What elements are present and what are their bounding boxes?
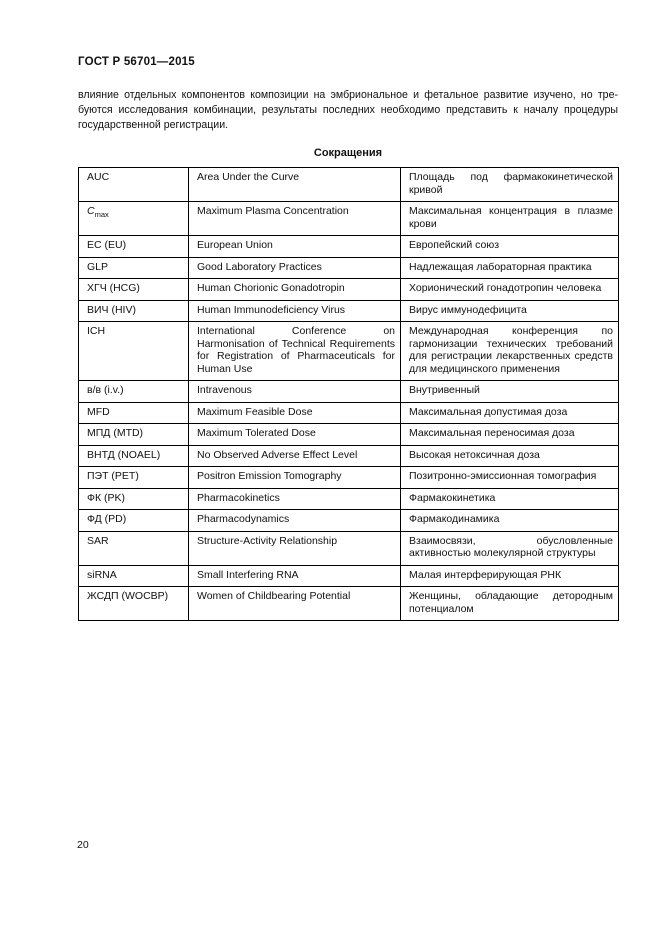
russian-term-cell: Максимальная переносимая доза xyxy=(401,424,619,446)
abbreviation-cell xyxy=(79,168,189,202)
abbreviation-text: ICH xyxy=(87,325,106,337)
english-term-cell: Maximum Feasible Dose xyxy=(189,402,401,424)
abbreviation-cell xyxy=(79,467,189,489)
abbreviation-cell xyxy=(79,402,189,424)
abbreviation-text: в/в (i.v.) xyxy=(87,384,124,396)
table-row xyxy=(79,257,619,279)
abbreviation-text: EC (EU) xyxy=(87,239,127,251)
page-number: 20 xyxy=(77,839,89,851)
english-term-cell: Pharmacodynamics xyxy=(189,510,401,532)
table-row xyxy=(79,381,619,403)
abbreviation-text: C xyxy=(87,205,95,217)
abbreviation-text: SAR xyxy=(87,534,109,547)
table-row xyxy=(79,424,619,446)
abbreviation-subscript: max xyxy=(94,210,109,220)
abbreviation-cell xyxy=(79,257,189,279)
table-row xyxy=(79,402,619,424)
russian-term-cell: Международная конференция по гармонизации технических требований для регистрации лекарственных средств для медицинского применения xyxy=(401,322,619,381)
english-term-cell: Positron Emission Tomography xyxy=(189,467,401,489)
abbreviation-cell xyxy=(79,587,189,621)
russian-term-cell: Вирус иммунодефицита xyxy=(401,300,619,322)
abbreviation-cell xyxy=(79,202,189,236)
abbreviation-cell xyxy=(79,279,189,301)
russian-term-cell: Фармакокинетика xyxy=(401,488,619,510)
english-term-cell: International Conference on Harmonisation of Technical Requirements for Registration of Pharmaceuticals for Human Use xyxy=(189,322,401,381)
english-term-cell: Good Laboratory Practices xyxy=(189,257,401,279)
russian-term-cell: Площадь под фармакокинетической кривой xyxy=(401,168,619,202)
russian-term-cell: Максимальная концентрация в плазме крови xyxy=(401,202,619,236)
russian-term-cell: Женщины, обладающие детородным потенциалом xyxy=(401,587,619,621)
english-term-cell: Pharmacokinetics xyxy=(189,488,401,510)
russian-term-cell: Хорионический гонадотропин человека xyxy=(401,279,619,301)
abbreviation-text: ФК (PK) xyxy=(87,491,126,504)
table-row xyxy=(79,445,619,467)
table-row xyxy=(79,565,619,587)
table-row xyxy=(79,322,619,381)
abbreviation-cell xyxy=(79,565,189,587)
abbreviation-text: МПД (MTD) xyxy=(87,427,144,439)
abbreviation-text: ВИЧ (HIV) xyxy=(87,303,136,316)
russian-term-cell: Европейский союз xyxy=(401,236,619,258)
english-term-cell: Intravenous xyxy=(189,381,401,403)
russian-term-cell: Надлежащая лабораторная практика xyxy=(401,257,619,279)
abbreviation-cell xyxy=(79,531,189,565)
abbreviation-text: ПЭТ (PET) xyxy=(87,470,139,482)
russian-term-cell: Фармакодинамика xyxy=(401,510,619,532)
abbreviation-text: MFD xyxy=(87,405,110,418)
abbreviation-text: GLP xyxy=(87,260,109,273)
body-paragraph: влияние отдельных компонентов композиции на эмбриональное и фетальное развитие изучено, но требуются исследования комбинации, результаты последних необходимо представить к началу процедуры государственной регистрации. xyxy=(78,89,618,131)
table-row xyxy=(79,587,619,621)
abbreviation-text: ЖСДП (WOCBP) xyxy=(87,590,169,602)
table-row xyxy=(79,531,619,565)
english-term-cell: No Observed Adverse Effect Level xyxy=(189,445,401,467)
english-term-cell: Maximum Tolerated Dose xyxy=(189,424,401,446)
abbreviation-text: ФД (PD) xyxy=(87,513,127,525)
document-code: ГОСТ Р 56701—2015 xyxy=(78,56,195,68)
english-term-cell: Small Interfering RNA xyxy=(189,565,401,587)
abbreviation-cell xyxy=(79,424,189,446)
abbreviation-cell xyxy=(79,300,189,322)
abbreviation-cell xyxy=(79,510,189,532)
english-term-cell: Women of Childbearing Potential xyxy=(189,587,401,621)
table-row xyxy=(79,168,619,202)
abbreviation-text: ВНТД (NOAEL) xyxy=(87,448,161,461)
abbreviation-cell xyxy=(79,445,189,467)
table-row xyxy=(79,300,619,322)
english-term-cell: Area Under the Curve xyxy=(189,168,401,202)
russian-term-cell: Малая интерферирующая РНК xyxy=(401,565,619,587)
english-term-cell: Human Chorionic Gonadotropin xyxy=(189,279,401,301)
table-row xyxy=(79,510,619,532)
russian-term-cell: Взаимосвязи, обусловленные активностью молекулярной структуры xyxy=(401,531,619,565)
russian-term-cell: Позитронно-эмиссионная томография xyxy=(401,467,619,489)
section-heading: Сокращения xyxy=(313,147,383,159)
english-term-cell: European Union xyxy=(189,236,401,258)
english-term-cell: Human Immunodeficiency Virus xyxy=(189,300,401,322)
english-term-cell: Structure-Activity Relationship xyxy=(189,531,401,565)
abbreviation-text: ХГЧ (HCG) xyxy=(87,282,140,294)
abbreviation-text: siRNA xyxy=(87,568,117,581)
abbreviations-table xyxy=(78,167,619,621)
abbreviation-text: AUC xyxy=(87,171,110,183)
english-term-cell: Maximum Plasma Concentration xyxy=(189,202,401,236)
table-row xyxy=(79,488,619,510)
table-row xyxy=(79,279,619,301)
abbreviation-cell xyxy=(79,381,189,403)
russian-term-cell: Внутривенный xyxy=(401,381,619,403)
table-row xyxy=(79,467,619,489)
table-row xyxy=(79,236,619,258)
abbreviations-table-body xyxy=(79,168,619,621)
abbreviation-cell xyxy=(79,322,189,381)
abbreviation-cell xyxy=(79,488,189,510)
abbreviation-cell xyxy=(79,236,189,258)
russian-term-cell: Высокая нетоксичная доза xyxy=(401,445,619,467)
table-row xyxy=(79,202,619,236)
russian-term-cell: Максимальная допустимая доза xyxy=(401,402,619,424)
